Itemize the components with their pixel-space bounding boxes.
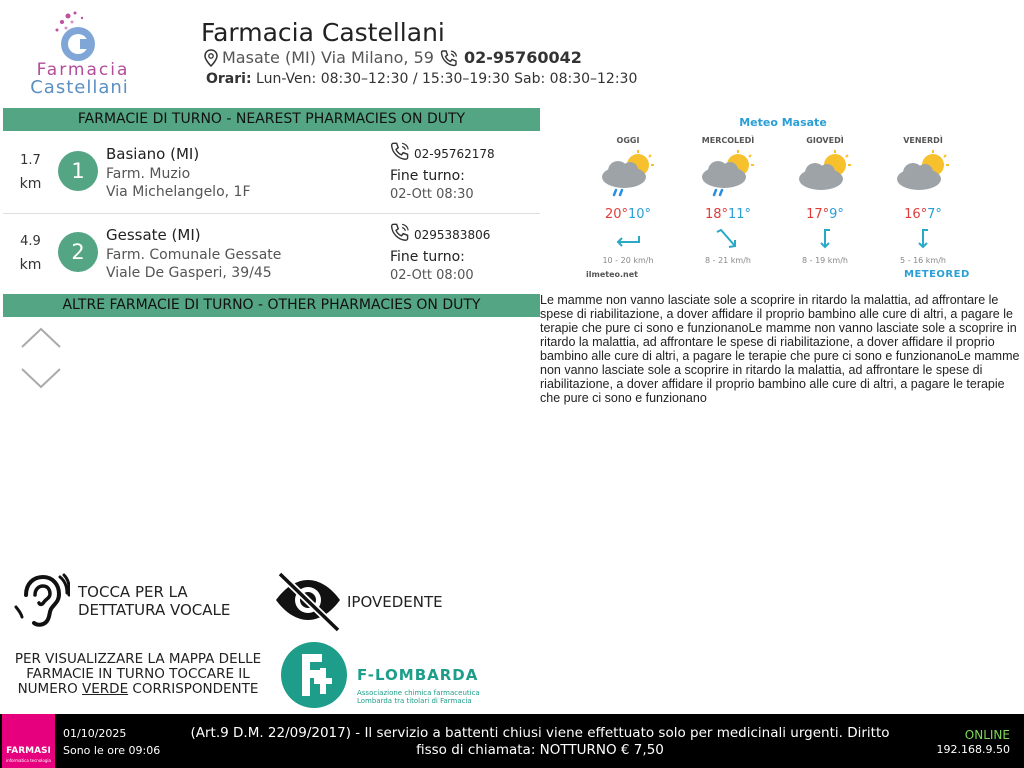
scroll-down-arrow-icon[interactable]	[20, 366, 62, 390]
duty-pharmacy-row	[3, 214, 540, 294]
weather-source-link[interactable]: ilmeteo.net	[586, 270, 638, 279]
map-word-corrispondente: CORRISPONDENTE	[132, 681, 259, 697]
pharmacy-phone-number: 0295383806	[414, 228, 491, 242]
temp-min: 10°	[628, 207, 652, 222]
ip-address: 192.168.9.50	[936, 743, 1010, 756]
pharmacy-logo	[22, 10, 137, 98]
pharmacy-phone-number: 02-95762178	[414, 147, 495, 161]
end-shift-label: Fine turno:	[390, 249, 465, 265]
temp-min: 7°	[927, 207, 942, 222]
temp-max: 18°	[704, 207, 728, 222]
f-lombarda-name: F-LOMBARDA	[357, 666, 479, 684]
cloud-sun-icon	[795, 149, 855, 199]
weather-day-name: VENERDÌ	[903, 136, 943, 145]
pharmacy-street: Viale De Gasperi, 39/45	[106, 265, 272, 281]
news-text: Le mamme non vanno lasciate sole a scoprire in ritardo la malattia, ad affrontare le spese di riabilitazione, a dover affidare il proprio bambino alle cure di altri, a pagare le terapie che pure ci sono e funzionanoLe mamme non vanno lasciate sole a scoprire in ritardo la malattia, ad affrontare le spese di riabilitazione, a dover affidare il proprio bambino alle cure di altri, a pagare le terapie che pure ci sono e funzionanoLe mamme non vanno lasciate sole a scoprire in ritardo la malattia, ad affrontare le spese di riabilitazione, a dover affidare il proprio bambino alle cure di altri, a pagare le terapie che pure ci sono e funzionano	[540, 293, 1020, 405]
pharmacy-address: Masate (MI) Via Milano, 59	[222, 48, 434, 67]
wind-direction-south-icon	[908, 228, 938, 250]
voice-dictation-button[interactable]	[78, 583, 230, 619]
f-lombarda-cross-icon	[280, 640, 350, 710]
footer-time: Sono le ore 09:06	[63, 744, 161, 757]
f-lombarda-logo	[280, 640, 490, 710]
other-pharmacies-header: ALTRE FARMACIE DI TURNO - OTHER PHARMACIES ON DUTY	[3, 294, 540, 317]
rain-sun-icon	[698, 149, 758, 199]
wind-speed: 8 - 19 km/h	[802, 256, 848, 265]
weather-brand: METEORED	[904, 269, 970, 280]
map-instructions	[3, 652, 273, 697]
location-pin-icon	[203, 49, 219, 67]
weather-temperature	[678, 207, 778, 222]
logo-text-farmacia: Farmacia	[36, 60, 130, 80]
phone-icon	[390, 141, 412, 161]
weather-day-name: OGGI	[616, 136, 640, 145]
phone-icon	[390, 222, 412, 242]
weather-day	[775, 136, 875, 265]
wind-speed: 10 - 20 km/h	[602, 256, 654, 265]
end-shift-label: Fine turno:	[390, 168, 465, 184]
wind-speed: 8 - 21 km/h	[705, 256, 751, 265]
pharmacy-phone: 02-95760042	[463, 48, 582, 67]
weather-day-name: MERCOLEDÌ	[701, 136, 755, 145]
page-title: Farmacia Castellani	[201, 18, 445, 47]
wind-speed: 5 - 16 km/h	[900, 256, 946, 265]
f-lombarda-subtitle	[357, 689, 480, 705]
footer-date: 01/10/2025	[63, 727, 127, 740]
pharmacy-map-number-button[interactable]: 2	[58, 232, 98, 272]
distance-value: 1.7	[20, 153, 41, 168]
f-lombarda-sub2: Lombarda tra titolari di Farmacia	[357, 697, 472, 705]
opening-hours	[206, 71, 637, 87]
weather-temperature	[578, 207, 678, 222]
map-word-verde: VERDE	[82, 681, 129, 697]
f-lombarda-sub1: Associazione chimica farmaceutica	[357, 689, 480, 697]
hours-value: Lun-Ven: 08:30–12:30 / 15:30–19:30 Sab: 08:30–12:30	[256, 71, 638, 87]
pharmacy-street: Via Michelangelo, 1F	[106, 184, 251, 200]
temp-min: 9°	[829, 207, 844, 222]
map-instructions-line1: PER VISUALIZZARE LA MAPPA DELLE	[14, 651, 262, 667]
farmasi-logo-subtitle: informatica tecnologia	[6, 758, 51, 763]
voice-label-line1: TOCCA PER LA	[78, 583, 188, 601]
weather-widget[interactable]	[578, 110, 988, 290]
voice-label-line2: DETTATURA VOCALE	[78, 601, 231, 619]
end-shift-value: 02-Ott 08:30	[390, 187, 474, 202]
cloud-sun-icon	[893, 149, 953, 199]
scroll-up-arrow-icon[interactable]	[20, 326, 62, 350]
farmasi-logo-text: FARMASI	[6, 746, 51, 756]
duty-pharmacy-row	[3, 133, 540, 214]
rain-sun-icon	[598, 149, 658, 199]
temp-max: 17°	[806, 207, 830, 222]
temp-max: 20°	[604, 207, 628, 222]
phone-icon	[440, 49, 460, 67]
pharmacy-map-number-button[interactable]: 1	[58, 151, 98, 191]
weather-title: Meteo Masate	[739, 116, 827, 129]
distance-value: 4.9	[20, 234, 41, 249]
footer-notice: (Art.9 D.M. 22/09/2017) - Il servizio a battenti chiusi viene effettuato solo per medicinali urgenti. Diritto fisso di chiamata: NOTTURNO € 7,50	[190, 725, 890, 758]
wind-direction-south-icon	[810, 228, 840, 250]
connection-status: ONLINE	[964, 728, 1010, 742]
weather-temperature	[873, 207, 973, 222]
weather-day	[578, 136, 678, 265]
end-shift-value: 02-Ott 08:00	[390, 268, 474, 283]
pharmacy-address-line	[203, 48, 582, 67]
pharmacy-town: Basiano (MI)	[106, 145, 200, 163]
temp-min: 11°	[728, 207, 752, 222]
map-instructions-line2: FARMACIE IN TURNO TOCCARE IL	[26, 666, 250, 682]
farmasi-logo	[2, 714, 55, 768]
footer-bar	[0, 714, 1024, 768]
pharmacy-name: Farm. Comunale Gessate	[106, 247, 282, 263]
low-vision-button[interactable]: IPOVEDENTE	[347, 593, 443, 611]
hours-label: Orari:	[206, 71, 252, 87]
temp-max: 16°	[904, 207, 928, 222]
weather-day	[678, 136, 778, 265]
weather-day-name: GIOVEDÌ	[806, 136, 844, 145]
pharmacy-town: Gessate (MI)	[106, 226, 201, 244]
pharmacy-phone-line	[390, 141, 495, 161]
weather-temperature	[775, 207, 875, 222]
logo-text-castellani: Castellani	[30, 77, 129, 98]
eye-slash-icon[interactable]	[274, 572, 342, 632]
wind-direction-southeast-icon	[713, 228, 743, 250]
duty-pharmacies-header: FARMACIE DI TURNO - NEAREST PHARMACIES ON DUTY	[3, 108, 540, 131]
distance-unit: km	[19, 257, 42, 273]
weather-day	[873, 136, 973, 265]
distance-unit: km	[19, 176, 42, 192]
logo-c-icon	[22, 10, 137, 65]
map-instructions-line3	[3, 682, 273, 697]
ear-icon[interactable]	[12, 573, 70, 629]
pharmacy-name: Farm. Muzio	[106, 166, 191, 182]
pharmacy-phone-line	[390, 222, 490, 242]
wind-direction-west-icon	[613, 228, 643, 250]
map-word-numero: NUMERO	[17, 681, 78, 697]
